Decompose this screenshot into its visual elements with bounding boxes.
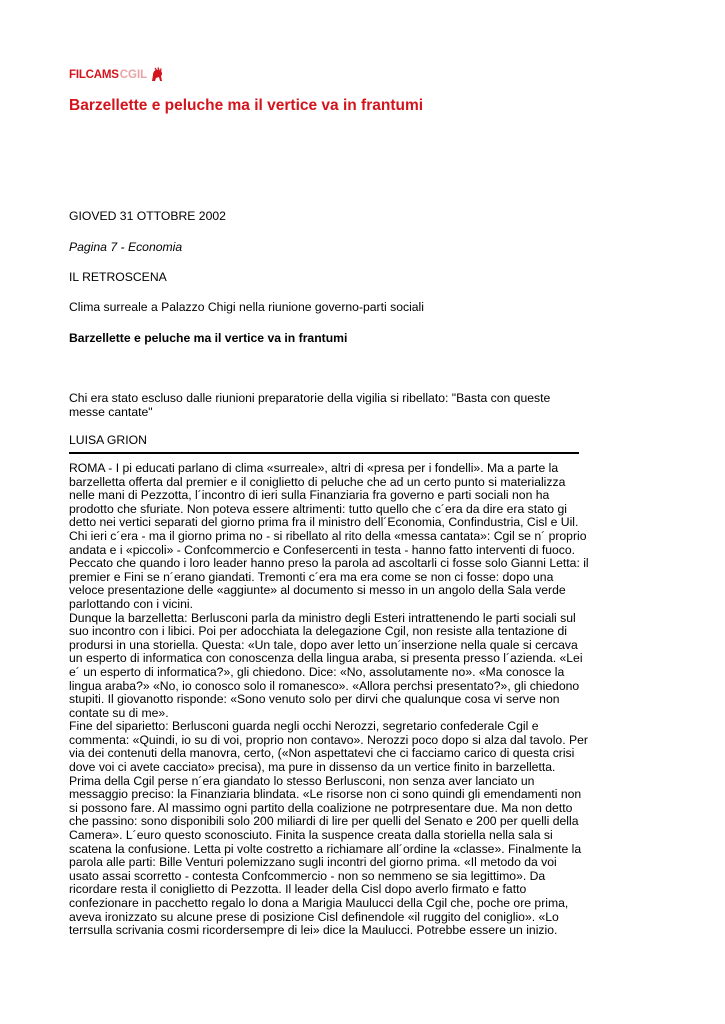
- article-date: GIOVED 31 OTTOBRE 2002: [69, 209, 226, 223]
- article-paragraph: Fine del siparietto: Berlusconi guarda negli occhi Nerozzi, segretario confederale Cgil e commenta: «Quindi, io su di voi, proprio non contavo». Nerozzi poco dopo si alza dal tavolo. Per via dei contenuti della manovra, certo, («Non aspettatevi che ci facciamo carico di questa crisi dove voi ci avete cacciato» precisa), ma pure in dissenso da un vertice finito in barzelletta.: [69, 719, 588, 775]
- article-kicker: Clima surreale a Palazzo Chigi nella riunione governo-parti sociali: [69, 300, 424, 314]
- divider: [69, 452, 579, 454]
- article-title: Barzellette e peluche ma il vertice va in frantumi: [69, 331, 348, 345]
- article-body: [69, 462, 589, 938]
- page-title: Barzellette e peluche ma il vertice va in frantumi: [69, 97, 424, 114]
- filcams-cgil-logo: [69, 66, 164, 84]
- article-summary: Chi era stato escluso dalle riunioni preparatorie della vigilia si ribellato: "Basta con queste messe cantate": [69, 391, 551, 419]
- logo-text: FILCAMS: [69, 69, 119, 81]
- article-paragraph: ROMA - I pi educati parlano di clima «surreale», altri di «presa per i fondelli». Ma a parte la barzelletta offerta dal premier e il coniglietto di peluche che ad un certo punto si materializza nelle mani di Pezzotta, l´incontro di ieri sulla Finanziaria fra governo e parti sociali non ha prodotto che sfuriate. Non poteva essere altrimenti: tutto quello che c´era da dire era stato gi detto nei vertici separati del giorno prima fra il ministro dell´Economia, Confindustria, Cisl e Uil. Chi ieri c´era - ma il giorno prima no - si ribellato al rito della «messa cantata»: Cgil se n´ proprio andata e i «piccoli» - Confcommercio e Confesercenti in testa - hanno fatto interventi di fuoco. Peccato che quando i loro leader hanno preso la parola ad ascoltarli ci fosse solo Gianni Letta: il premier e Fini se n´erano giandati. Tremonti c´era ma era come se non ci fosse: dopo una veloce presentazione delle «aggiunte» al documento si messo in un angolo della Sala verde parlottando con i vicini.: [69, 461, 589, 611]
- article-section: IL RETROSCENA: [69, 270, 167, 284]
- article-paragraph: Prima della Cgil perse n´era giandato lo stesso Berlusconi, non senza aver lanciato un messaggio preciso: la Finanziaria blindata. «Le risorse non ci sono quindi gli emendamenti non si possono fare. Al massimo ogni partito della coalizione ne potrpresentare due. Ma non detto che passino: sono disponibili solo 200 miliardi di lire per quelli del Senato e 200 per quelli della Camera». L´euro questo sconosciuto. Finita la suspence creata dalla storiella nella sala si scatena la confusione. Letta pi volte costretto a richiamare all´ordine la «classe». Finalmente la parola alle parti: Bille Venturi polemizzano sugli incontri del giorno prima. «Il metodo da voi usato assai scorretto - contesta Confcommercio - non so nemmeno se sia legittimo». Da ricordare resta il coniglietto di Pezzotta. Il leader della Cisl dopo averlo firmato e fatto confezionare in pacchetto regalo lo dona a Marigia Maulucci della Cgil che, poche ore prima, aveva ironizzato su alcune prese di posizione Cisl definendole «il ruggito del coniglio». «Lo terrsulla scrivania cosmi ricordersempre di lei» dice la Maulucci. Potrebbe essere un inizio.: [69, 773, 582, 938]
- logo-subtext: CGIL: [119, 69, 148, 81]
- lion-icon: [149, 67, 164, 83]
- article-author: LUISA GRION: [69, 433, 147, 447]
- article-page: Pagina 7 - Economia: [69, 240, 183, 254]
- article-paragraph: Dunque la barzelletta: Berlusconi parla da ministro degli Esteri intrattenendo le parti sociali sul suo incontro con i libici. Poi per adocchiata la delegazione Cgil, non resiste alla tentazione di prodursi in una storiella. Questa: «Un tale, dopo aver letto un´inserzione nella quale si cercava un esperto di informatica con conoscenza della lingua araba, si presenta presso l´azienda. «Lei e´ un esperto di informatica?», gli chiedono. Dice: «No, assolutamente no». «Ma conosce la lingua araba?» «No, io conosco solo il romanesco». «Allora perchsi presentato?», gli chiedono stupiti. Il giovanotto risponde: «Sono venuto solo per dirvi che qualunque cosa vi serve non contate su di me».: [69, 610, 583, 720]
